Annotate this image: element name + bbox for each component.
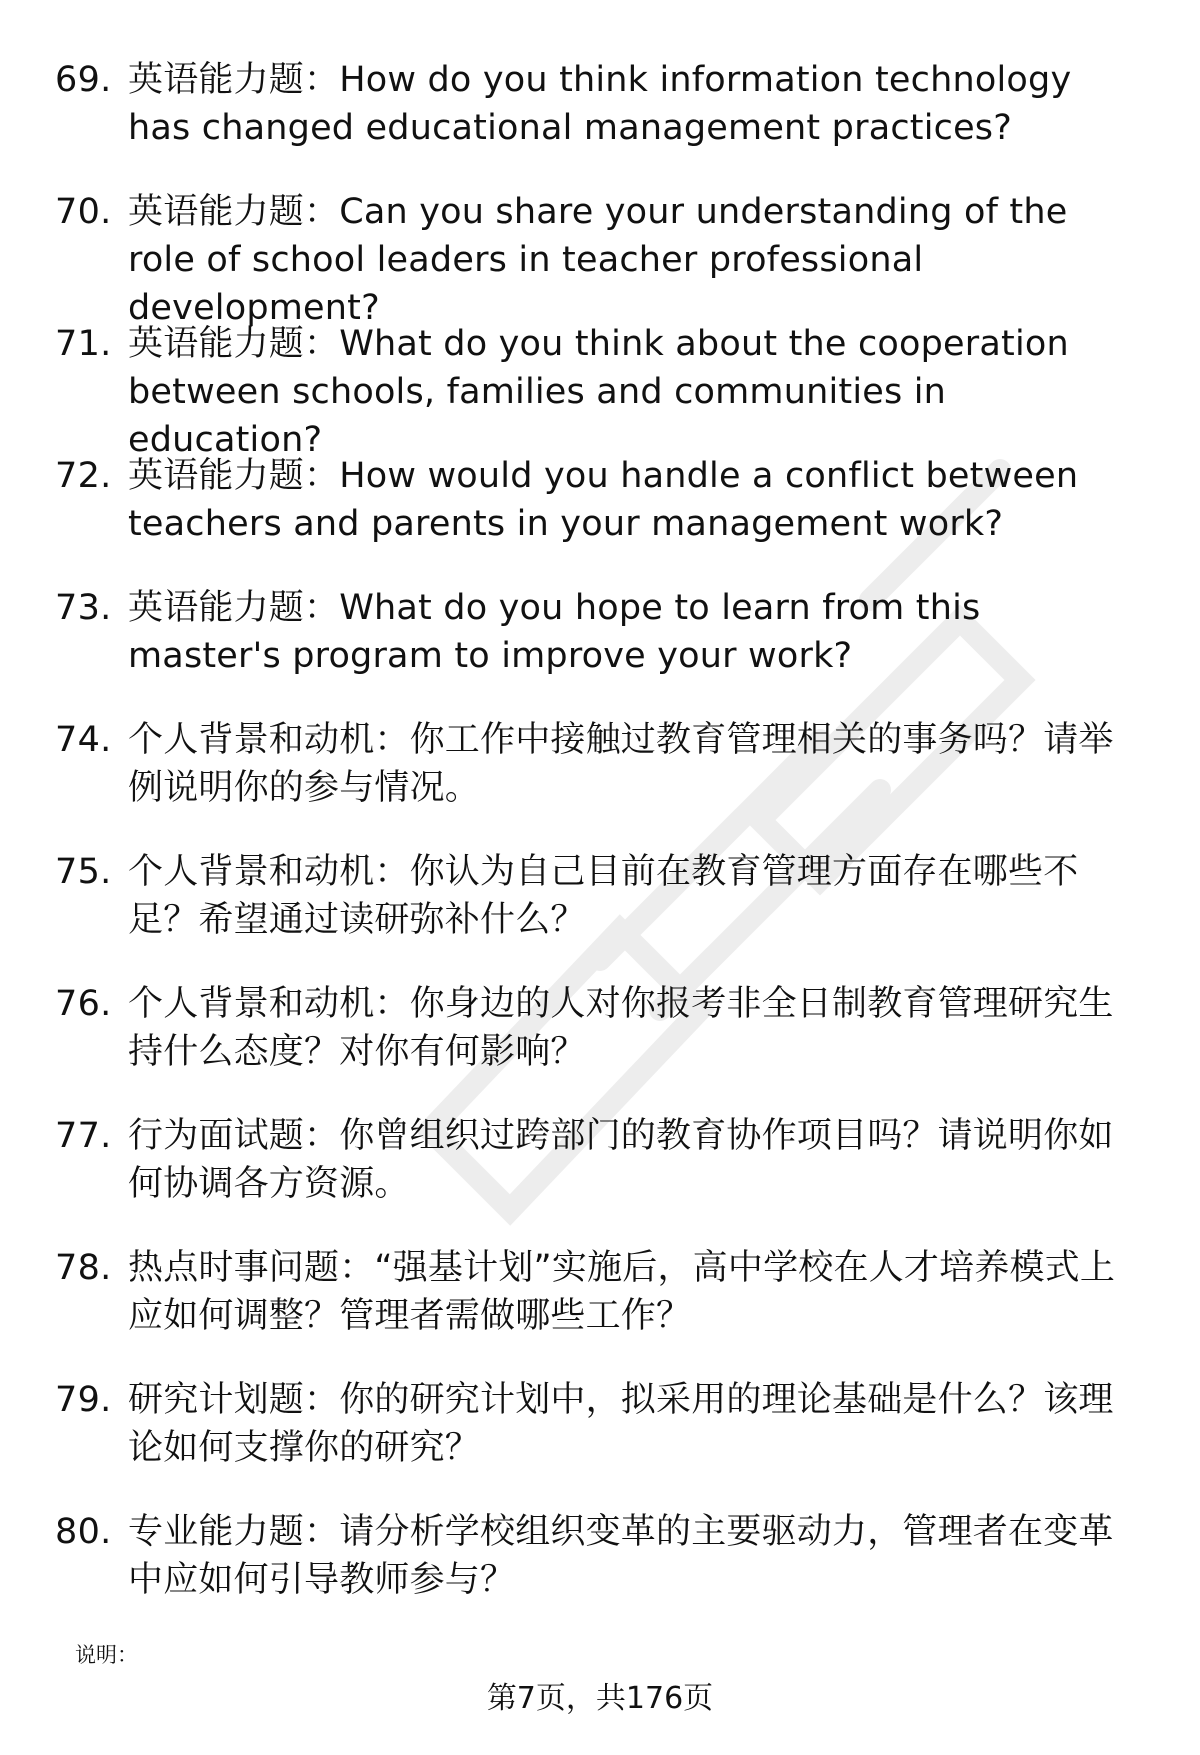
question-number: 79. [55,1380,112,1420]
question-number: 80. [55,1512,112,1552]
question-text: 研究计划题：你的研究计划中，拟采用的理论基础是什么？该理论如何支撑你的研究？ [128,1380,1114,1468]
question-number: 71. [55,324,112,364]
question-text: 英语能力题：What do you think about the cooperation between schools, families and communities in education? [128,324,1069,460]
question-text: 英语能力题：Can you share your understanding of the role of school leaders in teacher professional development? [128,192,1068,328]
note-label: 说明： [75,1643,138,1667]
question-text: 英语能力题：How would you handle a conflict between teachers and parents in your management work? [128,456,1079,544]
list-item [0,716,1200,848]
question-number: 77. [55,1116,112,1156]
question-text: 专业能力题：请分析学校组织变革的主要驱动力，管理者在变革中应如何引导教师参与？ [128,1512,1114,1600]
question-number: 69. [55,60,112,100]
question-number: 78. [55,1248,112,1288]
question-number: 73. [55,588,112,628]
question-text: 行为面试题：你曾组织过跨部门的教育协作项目吗？请说明你如何协调各方资源。 [128,1116,1114,1204]
question-number: 74. [55,720,112,760]
list-item [0,56,1200,188]
list-item [0,320,1200,460]
question-text: 个人背景和动机：你身边的人对你报考非全日制教育管理研究生持什么态度？对你有何影响？ [128,984,1114,1072]
question-text: 英语能力题：How do you think information technology has changed educational management practices? [128,60,1072,148]
list-item [0,1112,1200,1244]
question-number: 75. [55,852,112,892]
question-text: 热点时事问题：“强基计划”实施后，高中学校在人才培养模式上应如何调整？管理者需做哪些工作？ [128,1248,1116,1336]
question-list [0,56,1200,1640]
list-item [0,1508,1200,1640]
question-number: 70. [55,192,112,232]
question-text: 个人背景和动机：你认为自己目前在教育管理方面存在哪些不足？希望通过读研弥补什么？ [128,852,1079,940]
page-footer: 第7页，共176页 [486,1681,714,1716]
list-item [0,848,1200,980]
question-text: 英语能力题：What do you hope to learn from this master's program to improve your work? [128,588,981,676]
list-item [0,980,1200,1112]
list-item [0,584,1200,716]
list-item [0,1376,1200,1508]
list-item [0,1244,1200,1376]
list-item [0,452,1200,584]
question-text: 个人背景和动机：你工作中接触过教育管理相关的事务吗？请举例说明你的参与情况。 [128,720,1114,808]
list-item [0,188,1200,328]
question-number: 76. [55,984,112,1024]
question-number: 72. [55,456,112,496]
